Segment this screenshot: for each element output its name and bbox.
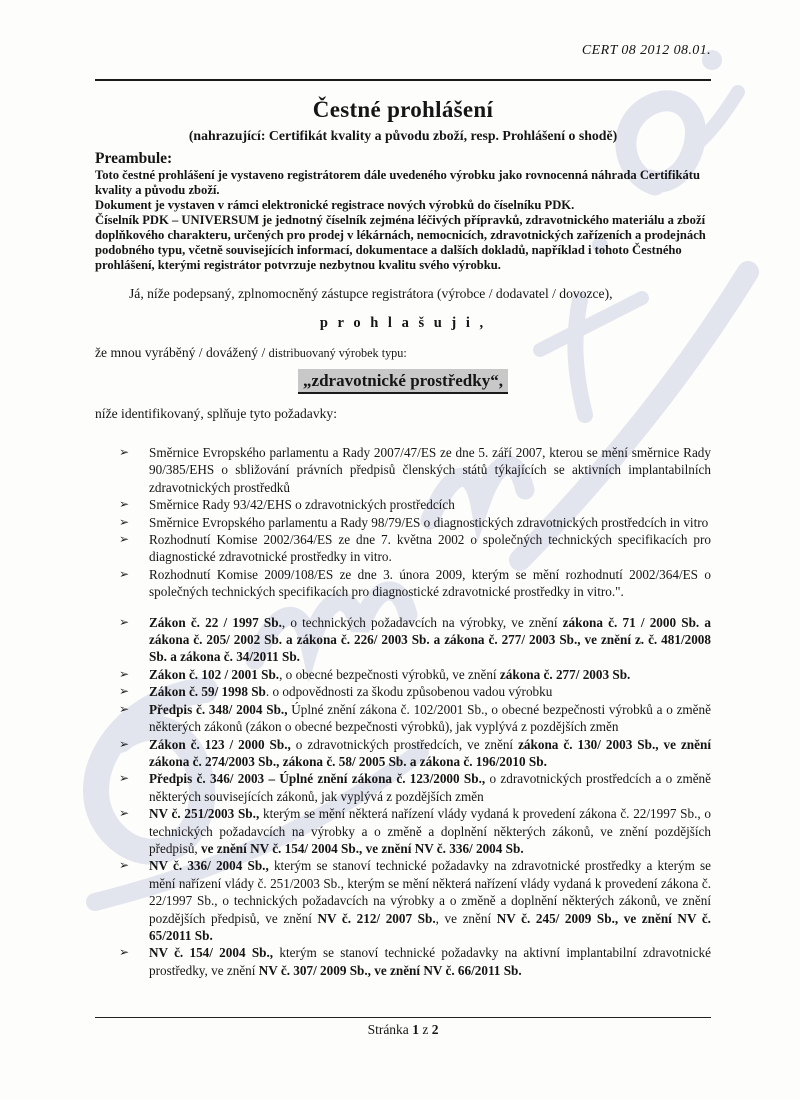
text-run: NV č. 212/ 2007 Sb. (317, 910, 436, 926)
list-item-text: Směrnice Evropského parlamentu a Rady 2007/47/ES ze dne 5. září 2007, kterou se mění směrnice Rady 90/385/EHS o sbližování právních předpisů členských států týkajících se aktivních implantabilních zdravotnických prostředků (149, 445, 711, 495)
text-run: NV č. 154/ 2004 Sb., (149, 945, 274, 961)
text-run: Zákon č. 59/ 1998 Sb (149, 684, 266, 700)
list-item (119, 496, 711, 513)
arrow-bullet-icon: ➢ (119, 497, 130, 512)
preambule-paragraph: Toto čestné prohlášení je vystaveno registrátorem dále uvedeného výrobku jako rovnocenná náhrada Certifikátu kvality a původu zboží. (95, 168, 700, 197)
arrow-bullet-icon: ➢ (119, 666, 130, 681)
text-run: Předpis č. 346/ 2003 – Úplné znění zákona č. 123/2000 Sb., (149, 771, 486, 787)
arrow-bullet-icon: ➢ (119, 445, 130, 459)
text-run: NV č. 251/2003 Sb., (149, 806, 260, 822)
page-title: Čestné prohlášení (312, 97, 494, 122)
text-run: , o obecné bezpečnosti výrobků, ve znění (279, 666, 500, 682)
text-run: Zákon č. 123 / 2000 Sb., (149, 736, 291, 752)
list-item (119, 944, 711, 979)
list-item (119, 514, 711, 531)
arrow-bullet-icon: ➢ (119, 566, 130, 581)
requirements-line: níže identifikovaný, splňuje tyto požadavky: (95, 406, 337, 421)
text-run: z (418, 1022, 432, 1037)
product-type-wrap (95, 369, 711, 394)
preambule-heading: Preambule: (95, 150, 173, 167)
list-item-text: Směrnice Evropského parlamentu a Rady 98/79/ES o diagnostických zdravotnických prostředcích in vitro (149, 514, 709, 530)
text-run: 1 (412, 1022, 419, 1037)
arrow-bullet-icon: ➢ (119, 945, 130, 960)
declaration-intro: Já, níže podepsaný, zplnomocněný zástupce registrátora (výrobce / dodavatel / dovozce), (129, 286, 613, 301)
directives-list (95, 444, 711, 601)
text-run: Úplné znění zákona č. 102/2001 Sb., o obecné bezpečnosti výrobků a o změně některých zákonů (zákon o obecné bezpečnosti výrobků), jak vyplývá z pozdějších změn (149, 701, 711, 735)
arrow-bullet-icon: ➢ (119, 701, 130, 716)
document-content (95, 0, 711, 979)
text-run: zákona č. 71 / 2000 Sb. a zákona č. 205/ 2002 Sb. a zákona č. 226/ 2003 Sb. a zákona č. 277/ 2003 Sb., ve znění z. č. 481/2008 Sb. a zákona č. 34/2011 Sb. (149, 614, 711, 665)
text-run: kterým se mění některá nařízení vlády vydaná k provedení zákona č. 22/1997 Sb., o technických požadavcích na výrobky a o změně a doplnění některých zákonů, ve znění pozdějších předpisů, (149, 806, 712, 856)
list-item-text (149, 666, 711, 683)
footer-rule (95, 1017, 711, 1018)
arrow-bullet-icon: ➢ (119, 858, 130, 873)
list-item (119, 444, 711, 496)
arrow-bullet-icon: ➢ (119, 806, 130, 821)
text-run: že mnou vyráběný / dovážený / (95, 345, 269, 360)
text-run: zákona č. 130/ 2003 Sb., ve znění zákona č. 274/2003 Sb., zákona č. 58/ 2005 Sb. a zákona č. 196/2010 Sb. (149, 736, 711, 769)
header-rule (95, 79, 711, 81)
text-run: kterým se stanoví technické požadavky na zdravotnické prostředky a kterým se mění nařízení vlády č. 251/2003 Sb., kterým se mění některá nařízení vlády vydaná k provedení zákona č. 22/1997 Sb., o technických požadavcích na výrobky a o změně a doplnění některých zákonů, ve znění pozdějších předpisů, ve znění (149, 858, 711, 926)
text-run: Zákon č. 22 / 1997 Sb. (149, 614, 282, 630)
text-run: , o technických požadavcích na výrobky, ve znění (281, 614, 563, 630)
text-run: NV č. 336/ 2004 Sb., (149, 858, 269, 874)
preambule-text (95, 168, 711, 273)
arrow-bullet-icon: ➢ (119, 514, 130, 529)
laws-list (95, 614, 711, 980)
arrow-bullet-icon: ➢ (119, 614, 130, 629)
document-subtitle: (nahrazující: Certifikát kvality a původu zboží, resp. Prohlášení o shodě) (188, 128, 618, 143)
list-item (119, 805, 711, 857)
list-item-text (149, 736, 711, 771)
list-item-text (149, 857, 711, 944)
arrow-bullet-icon: ➢ (119, 532, 130, 547)
text-run: . o odpovědnosti za škodu způsobenou vadou výrobku (265, 684, 553, 700)
list-item-text (149, 770, 711, 805)
list-item (119, 857, 711, 944)
text-run: distribuovaný výrobek typu: (268, 346, 407, 360)
text-run: , ve znění (435, 910, 497, 926)
list-item (119, 736, 711, 771)
text-run: kterým se stanoví technické požadavky na aktivní implantabilní zdravotnické prostředky, ve znění (149, 945, 712, 978)
list-item-text (149, 805, 711, 857)
list-item-text (149, 701, 711, 736)
preambule-paragraph: Dokument je vystaven v rámci elektronické registrace nových výrobků do číselníku PDK. (95, 198, 575, 212)
product-type-highlight: „zdravotnické prostředky“, (298, 369, 508, 394)
text-run: NV č. 307/ 2009 Sb., ve znění NV č. 66/2011 Sb. (258, 962, 522, 978)
declaration-verb: p r o h l a š u j i , (319, 315, 487, 331)
text-run: ve znění NV č. 154/ 2004 Sb., ve znění NV č. 336/ 2004 Sb. (201, 840, 524, 856)
arrow-bullet-icon: ➢ (119, 684, 130, 699)
product-type-line (95, 344, 711, 362)
list-item-text: Směrnice Rady 93/42/EHS o zdravotnických prostředcích (149, 497, 455, 513)
preambule-paragraph: Číselník PDK – UNIVERSUM je jednotný číselník zejména léčivých přípravků, zdravotnického materiálu a zboží doplňkového charakteru, určených pro prodej v lékárnách, nemocnicích, zdravotnických zařízeních a prodejnách podobného typu, včetně souvisejících informací, dokumentace a dalších dokladů, například i tohoto Čestného prohlášení, kterými registrátor potvrzuje nezbytnou kvalitu svého výrobku. (95, 213, 706, 272)
text-run: Předpis č. 348/ 2004 Sb., (149, 701, 288, 717)
page-number (95, 1021, 711, 1038)
list-item (119, 683, 711, 700)
text-run: o zdravotnických prostředcích, ve znění (290, 736, 519, 752)
text-run: Stránka (367, 1022, 413, 1037)
text-run: 2 (431, 1022, 439, 1037)
arrow-bullet-icon: ➢ (119, 736, 130, 751)
list-item (119, 701, 711, 736)
document-ref: CERT 08 2012 08.01. (581, 43, 711, 58)
list-item (119, 566, 711, 601)
list-item-text (149, 944, 711, 979)
list-item (119, 531, 711, 566)
list-item (119, 614, 711, 666)
list-item-text: Rozhodnutí Komise 2002/364/ES ze dne 7. května 2002 o společných technických specifikacích pro diagnostické zdravotnické prostředky in vitro. (149, 532, 711, 565)
arrow-bullet-icon: ➢ (119, 771, 130, 786)
page-footer (95, 1017, 711, 1038)
text-run: Zákon č. 102 / 2001 Sb. (149, 666, 280, 682)
list-item-text (149, 614, 711, 666)
list-item (119, 666, 711, 683)
list-item-text (149, 683, 711, 700)
list-item (119, 770, 711, 805)
text-run: zákona č. 277/ 2003 Sb. (499, 666, 631, 682)
text-run: o zdravotnických prostředcích a o změně některých souvisejících zákonů, jak vyplývá z pozdějších změn (149, 771, 711, 804)
text-run: NV č. 245/ 2009 Sb., ve znění NV č. 65/2011 Sb. (149, 910, 711, 943)
list-item-text: Rozhodnutí Komise 2009/108/ES ze dne 3. února 2009, kterým se mění rozhodnutí 2002/364/ES o společných technických specifikacích pro diagnostické zdravotnické prostředky in vitro.". (149, 566, 711, 600)
